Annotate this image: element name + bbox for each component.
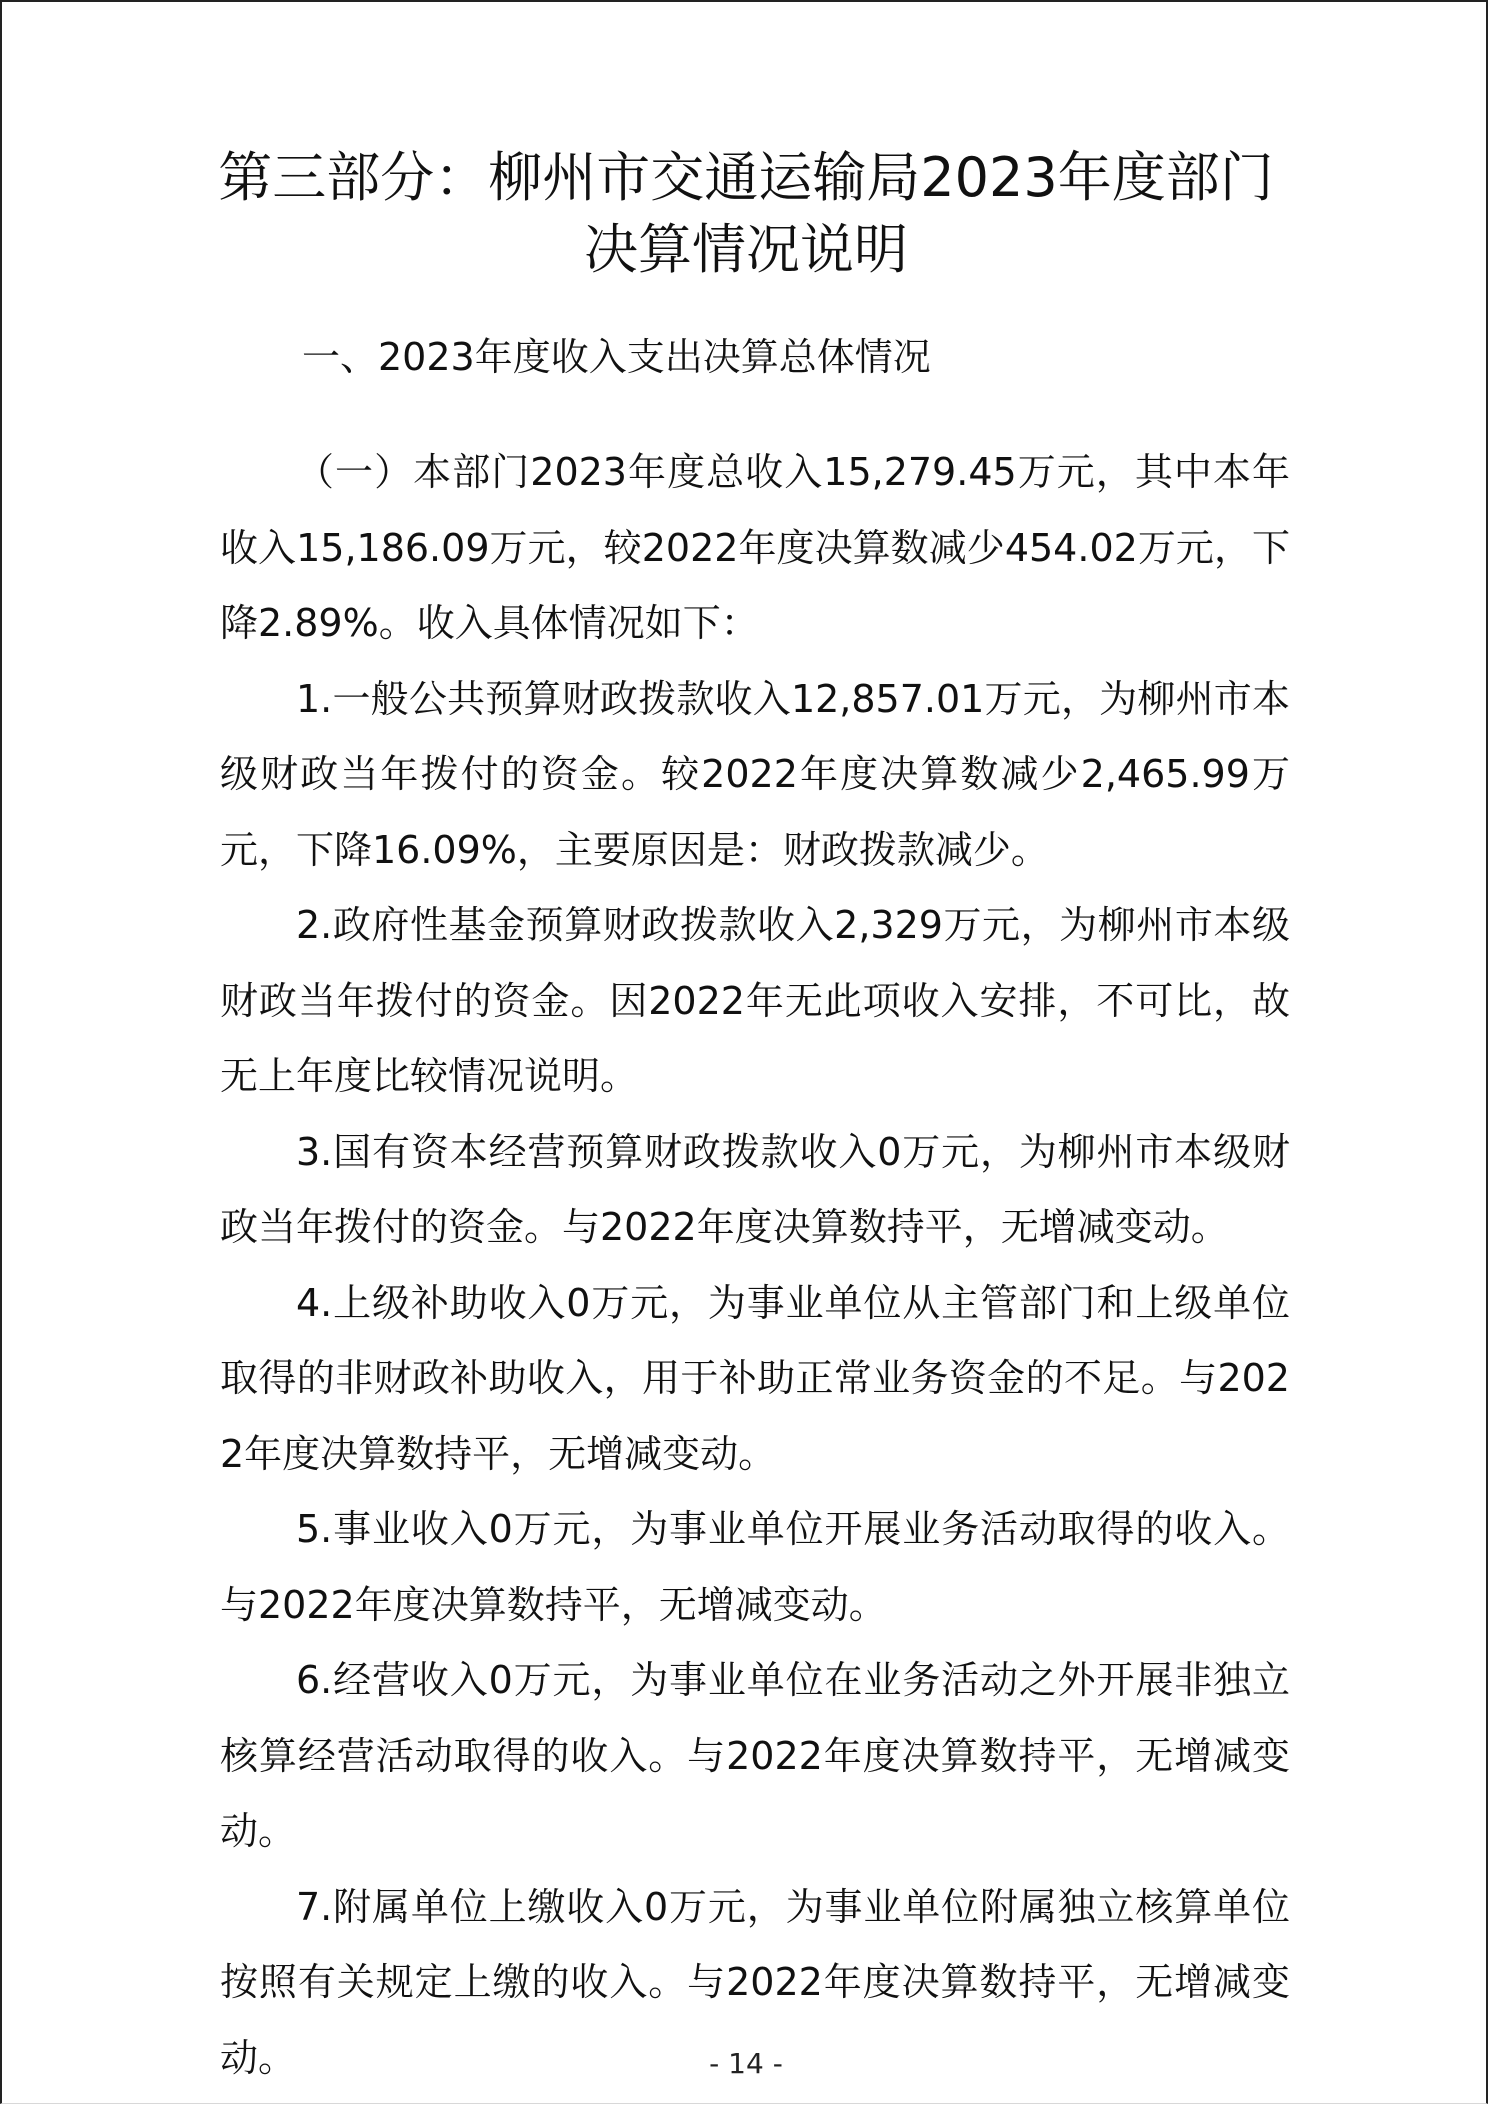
page-number: - 14 - (709, 2047, 783, 2080)
page-title-line-1: 第三部分：柳州市交通运输局2023年度部门 (218, 146, 1274, 209)
paragraph-affiliated-units: 7.附属单位上缴收入0万元，为事业单位附属独立核算单位按照有关规定上缴的收入。与2022年度决算数持平，无增减变动。 (220, 1884, 1290, 2080)
paragraph-government-fund: 2.政府性基金预算财政拨款收入2,329万元，为柳州市本级财政当年拨付的资金。因2022年无此项收入安排，不可比，故无上年度比较情况说明。 (220, 903, 1290, 1098)
paragraph-total-income: （一）本部门2023年度总收入15,279.45万元，其中本年收入15,186.09万元，较2022年度决算数减少454.02万元，下降2.89%。收入具体情况如下： (220, 450, 1290, 645)
body-text (220, 435, 1290, 2096)
paragraph-state-capital: 3.国有资本经营预算财政拨款收入0万元，为柳州市本级财政当年拨付的资金。与2022年度决算数持平，无增减变动。 (220, 1129, 1290, 1249)
paragraph-business-income: 5.事业收入0万元，为事业单位开展业务活动取得的收入。与2022年度决算数持平，无增减变动。 (220, 1507, 1290, 1627)
paragraph-superior-subsidy: 4.上级补助收入0万元，为事业单位从主管部门和上级单位取得的非财政补助收入，用于补助正常业务资金的不足。与2022年度决算数持平，无增减变动。 (220, 1280, 1290, 1476)
page-title-line-2: 决算情况说明 (584, 218, 908, 281)
page-title (162, 142, 1330, 286)
paragraph-general-budget: 1.一般公共预算财政拨款收入12,857.01万元，为柳州市本级财政当年拨付的资金。较2022年度决算数减少2,465.99万元，下降16.09%，主要原因是：财政拨款减少。 (220, 676, 1290, 872)
paragraph-operating-income: 6.经营收入0万元，为事业单位在业务活动之外开展非独立核算经营活动取得的收入。与2022年度决算数持平，无增减变动。 (220, 1658, 1290, 1853)
section-heading: 一、2023年度收入支出决算总体情况 (302, 335, 931, 379)
